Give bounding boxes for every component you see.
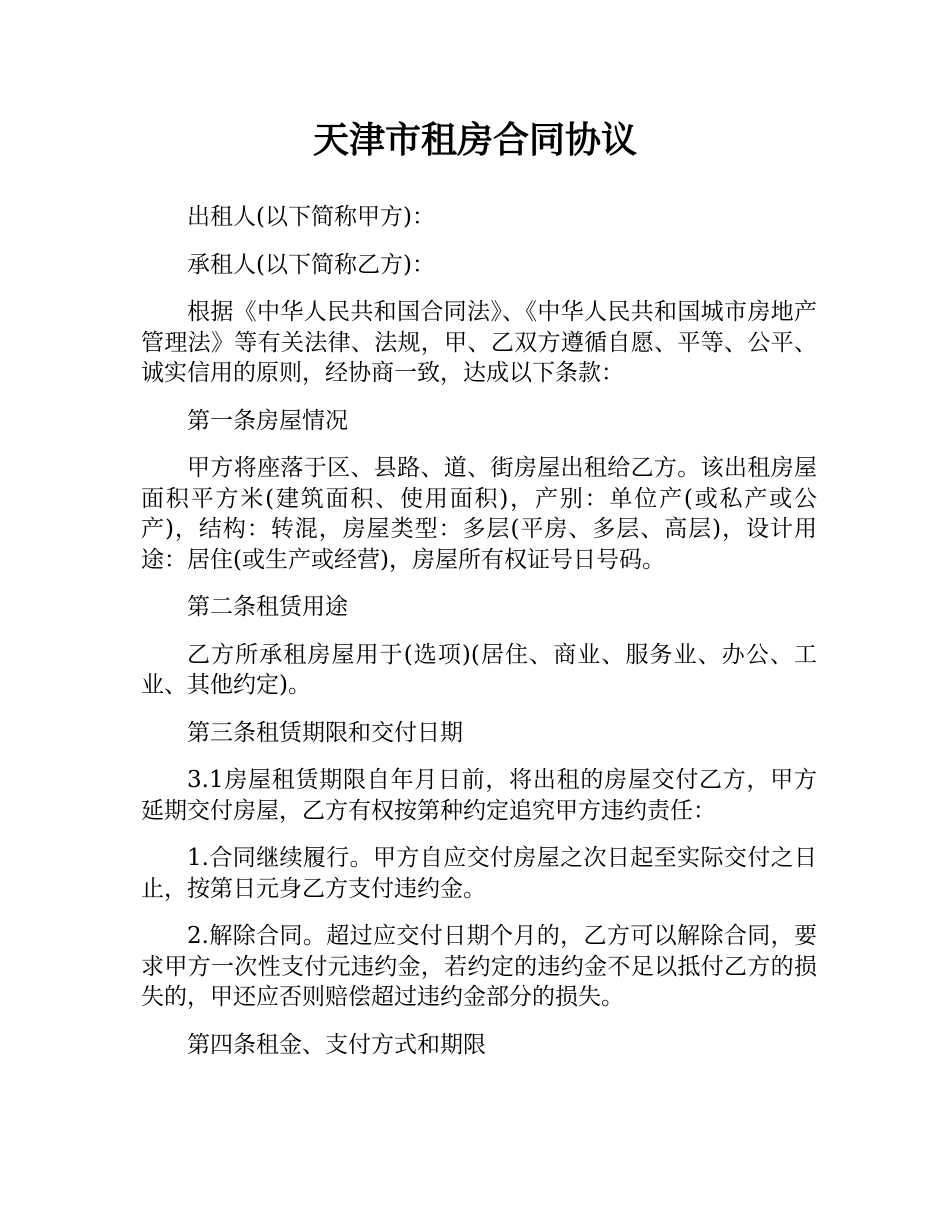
paragraph-lease-term: 3.1房屋租赁期限自年月日前，将出租的房屋交付乙方，甲方延期交付房屋，乙方有权按第种约定追究甲方违约责任： [141, 767, 817, 824]
paragraph-lease-use: 乙方所承租房屋用于(选项)(居住、商业、服务业、办公、工业、其他约定)。 [141, 641, 817, 698]
paragraph-option-1: 1.合同继续履行。甲方自应交付房屋之次日起至实际交付之日止，按第日元身乙方支付违约金。 [141, 845, 817, 902]
paragraph-lessee: 承租人(以下简称乙方)： [187, 251, 435, 278]
section-heading-3: 第三条租赁期限和交付日期 [187, 719, 463, 746]
section-heading-4: 第四条租金、支付方式和期限 [187, 1031, 486, 1058]
section-heading-1: 第一条房屋情况 [187, 407, 348, 434]
paragraph-house-info: 甲方将座落于区、县路、道、街房屋出租给乙方。该出租房屋面积平方米(建筑面积、使用面积)，产别：单位产(或私产或公产)，结构：转混，房屋类型：多层(平房、多层、高层)，设计用途：居住(或生产或经营)，房屋所有权证号日号码。 [141, 455, 817, 573]
paragraph-preamble: 根据《中华人民共和国合同法》、《中华人民共和国城市房地产管理法》等有关法律、法规，甲、乙双方遵循自愿、平等、公平、诚实信用的原则，经协商一致，达成以下条款： [141, 299, 817, 386]
document-body [141, 202, 817, 1077]
document-title: 天津市租房合同协议 [312, 120, 637, 161]
paragraph-option-2: 2.解除合同。超过应交付日期个月的，乙方可以解除合同，要求甲方一次性支付元违约金，若约定的违约金不足以抵付乙方的损失的，甲还应否则赔偿超过违约金部分的损失。 [141, 923, 817, 1010]
paragraph-lessor: 出租人(以下简称甲方)： [187, 204, 435, 230]
section-heading-2: 第二条租赁用途 [187, 594, 348, 620]
